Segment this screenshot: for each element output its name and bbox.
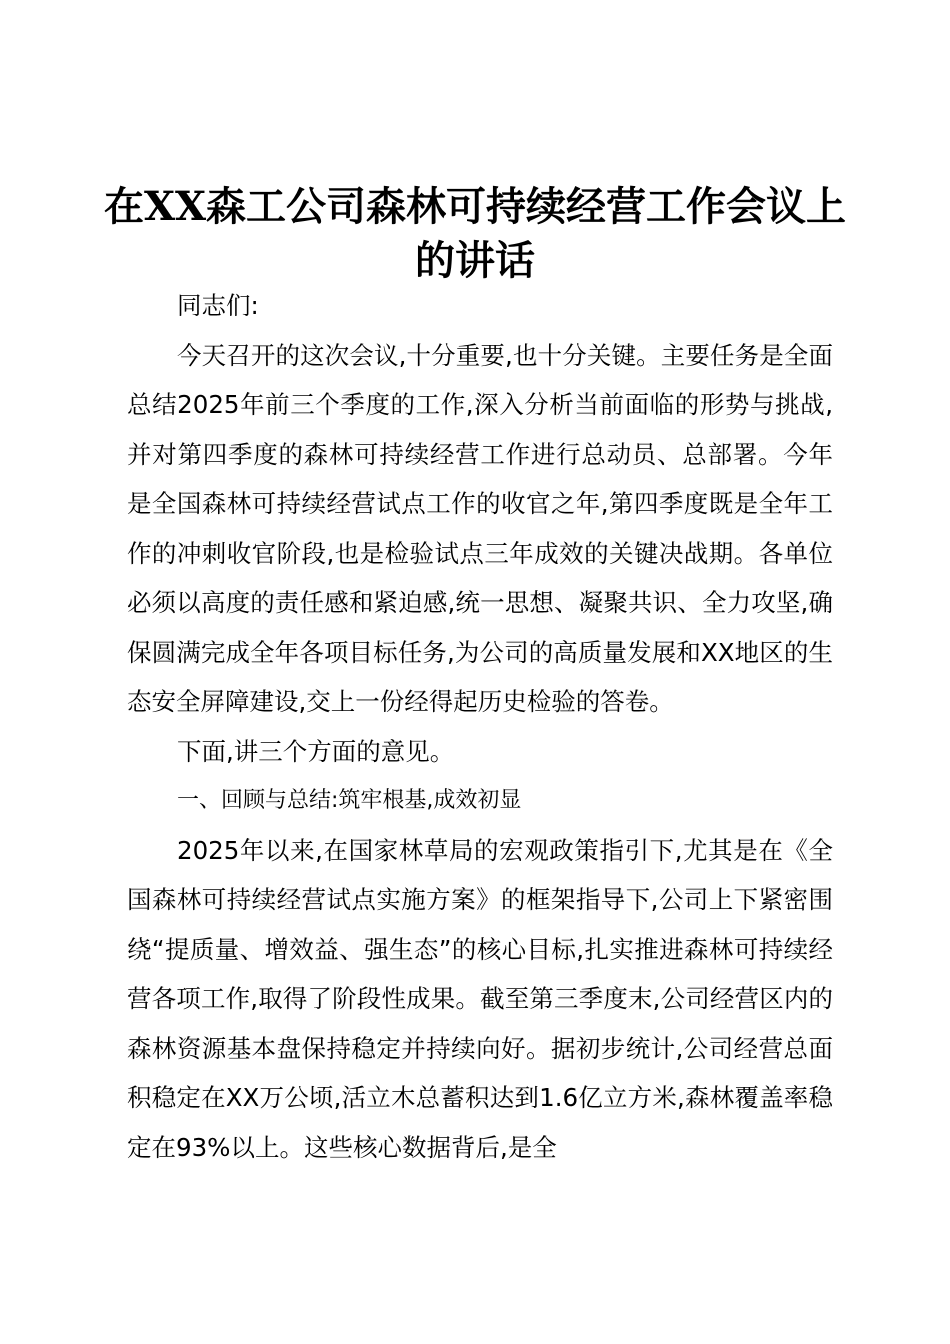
section-heading: 一、回顾与总结:筑牢根基,成效初显 (177, 788, 522, 813)
page-title: 在XX森工公司森林可持续经营工作会议上的讲话 (103, 183, 847, 284)
document-body (127, 281, 833, 1172)
salutation-paragraph: 同志们: (177, 291, 259, 320)
outline-paragraph: 下面,讲三个方面的意见。 (177, 736, 455, 766)
review-paragraph: 2025年以来,在国家林草局的宏观政策指引下,尤其是在《全国森林可持续经营试点实施方案》的框架指导下,公司上下紧密围绕“提质量、增效益、强生态”的核心目标,扎实推进森林可持续经营各项工作,取得了阶段性成果。截至第三季度末,公司经营区内的森林资源基本盘保持稳定并持续向好。据初步统计,公司经营总面积稳定在XX万公顷,活立木总蓄积达到1.6亿立方米,森林覆盖率稳定在93%以上。这些核心数据背后,是全 (127, 835, 833, 1162)
intro-paragraph: 今天召开的这次会议,十分重要,也十分关键。主要任务是全面总结2025年前三个季度的工作,深入分析当前面临的形势与挑战,并对第四季度的森林可持续经营工作进行总动员、总部署。今年是全国森林可持续经营试点工作的收官之年,第四季度既是全年工作的冲刺收官阶段,也是检验试点三年成效的关键决战期。各单位必须以高度的责任感和紧迫感,统一思想、凝聚共识、全力攻坚,确保圆满完成全年各项目标任务,为公司的高质量发展和XX地区的生态安全屏障建设,交上一份经得起历史检验的答卷。 (127, 340, 833, 716)
